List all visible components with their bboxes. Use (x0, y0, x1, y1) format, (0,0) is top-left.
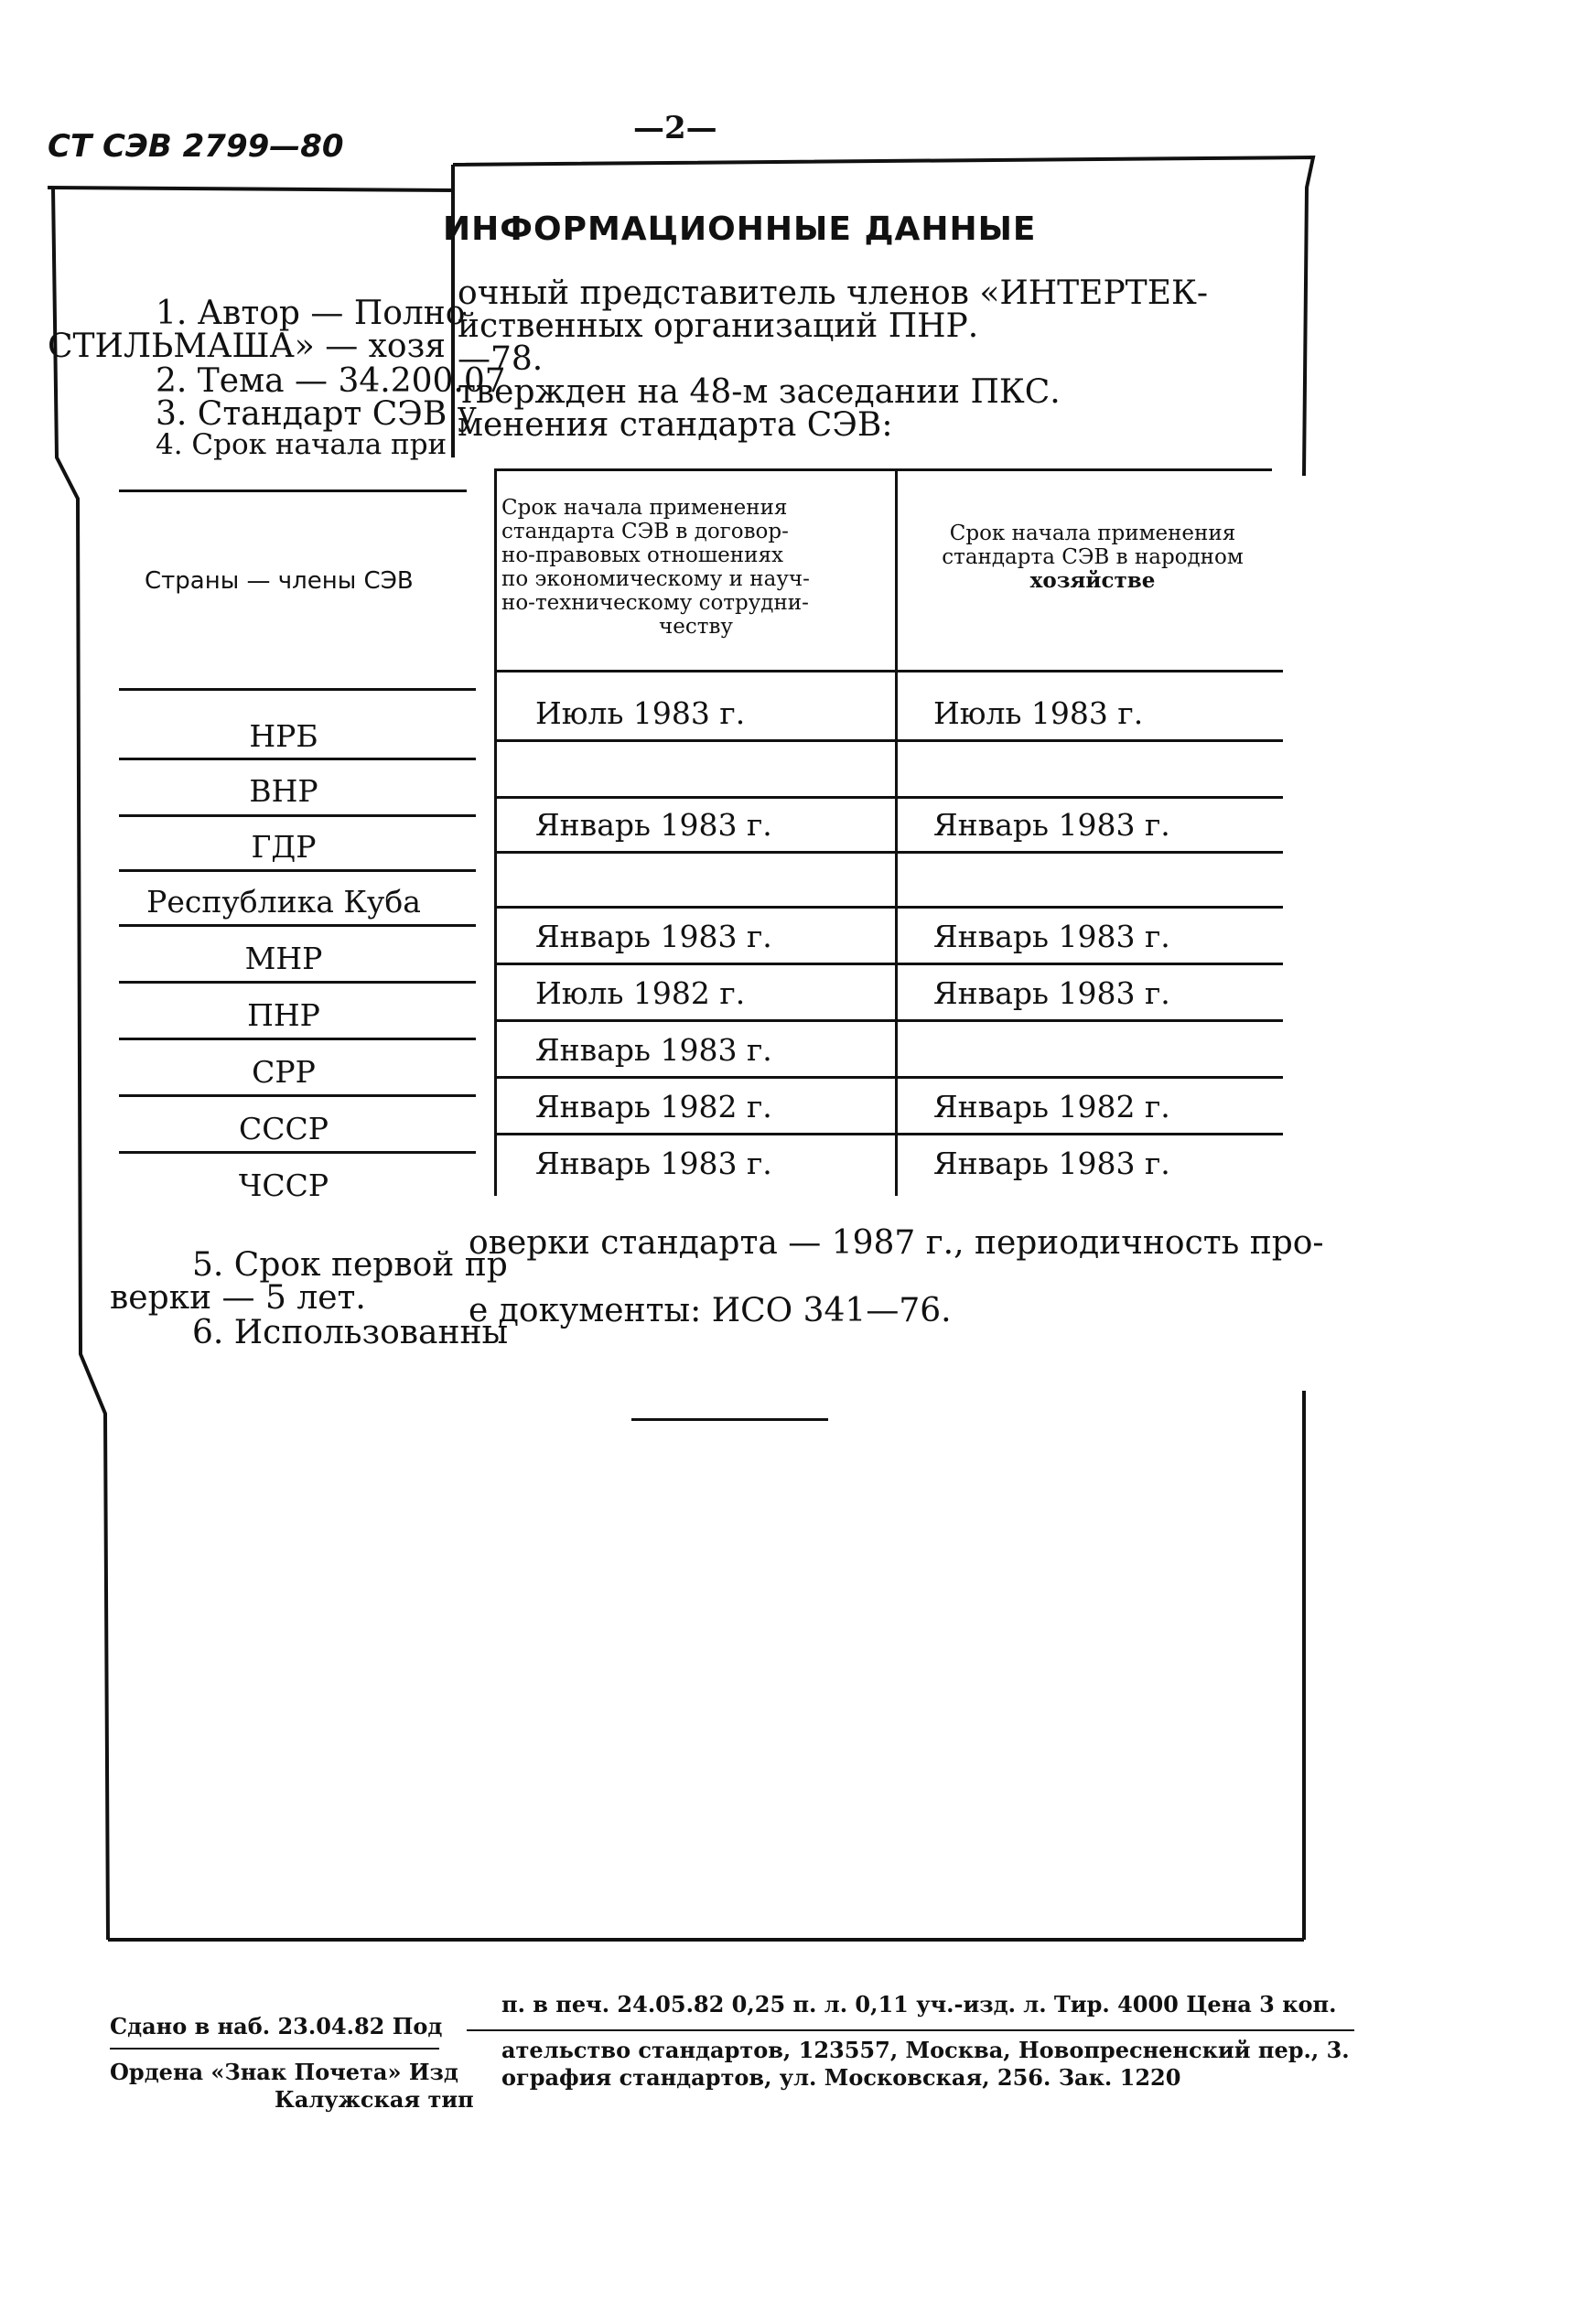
note-6-left: 6. Использованны (192, 1314, 509, 1351)
table-col-divider-1-body (494, 670, 497, 1196)
page-title: ИНФОРМАЦИОННЫЕ ДАННЫЕ (443, 210, 1037, 248)
imprint-line3-left: Калужская тип (275, 2086, 474, 2113)
country-cell: НРБ (249, 718, 318, 754)
col-header-economy-line: хозяйстве (1029, 568, 1156, 593)
item-1-line1-right: очный представитель членов «ИНТЕРТЕК- (458, 274, 1209, 312)
economy-date-cell: Июль 1983 г. (933, 695, 1144, 731)
row-rule-left (119, 814, 476, 817)
country-cell: СССР (239, 1111, 329, 1146)
note-5-line1-left: 5. Срок первой пр (192, 1246, 508, 1284)
country-cell: ПНР (247, 997, 320, 1033)
item-4-left: 4. Срок начала при (156, 428, 447, 461)
row-rule-right (494, 739, 1283, 742)
country-cell: Республика Куба (146, 884, 421, 920)
col-header-economy-line: стандарта СЭВ в народном (942, 545, 1244, 569)
table-col-divider-2-body (895, 670, 898, 1196)
page-number: —2— (633, 110, 717, 146)
col-header-contract-line: Срок начала применения (501, 496, 788, 520)
col-header-contract-line: по экономическому и науч- (501, 567, 810, 591)
item-2-left: 2. Тема — 34.200.07 (156, 362, 506, 400)
imprint-line1-right: п. в печ. 24.05.82 0,25 п. л. 0,11 уч.-изд. л. Тир. 4000 Цена 3 коп. (501, 1991, 1337, 2017)
col-header-economy-line: Срок начала применения (949, 522, 1236, 545)
item-1-line1-left: 1. Автор — Полно (156, 295, 466, 332)
note-6-right: е документы: ИСО 341—76. (469, 1292, 952, 1329)
table-col-divider-1-header (494, 468, 497, 670)
note-5-line2: верки — 5 лет. (110, 1279, 366, 1317)
economy-date-cell: Январь 1983 г. (933, 919, 1170, 954)
col-header-contract-line: честву (659, 615, 733, 639)
table-top-rule-left (119, 490, 467, 492)
contract-date-cell: Январь 1983 г. (535, 1146, 772, 1181)
header-bottom-rule-left (119, 688, 476, 691)
item-4-right: менения стандарта СЭВ: (458, 406, 893, 444)
row-rule-left (119, 869, 476, 872)
col-header-contract-line: стандарта СЭВ в договор- (501, 520, 789, 543)
contract-date-cell: Январь 1983 г. (535, 1032, 772, 1068)
row-rule-right (494, 851, 1283, 854)
row-rule-right (494, 906, 1283, 909)
economy-date-cell: Январь 1983 г. (933, 975, 1170, 1011)
imprint-line1-left: Сдано в наб. 23.04.82 Под (110, 2013, 443, 2039)
item-3-right: твержден на 48-м заседании ПКС. (458, 373, 1061, 411)
row-rule-right (494, 1019, 1283, 1022)
note-5-line1-right: оверки стандарта — 1987 г., периодичность про- (469, 1224, 1324, 1262)
col-header-contract-line: но-правовых отношениях (501, 543, 783, 567)
row-rule-left (119, 1151, 476, 1154)
item-1-line2-right: йственных организаций ПНР. (458, 307, 979, 345)
contract-date-cell: Январь 1983 г. (535, 807, 772, 843)
economy-date-cell: Январь 1982 г. (933, 1089, 1170, 1124)
table-col-divider-2-header (895, 468, 898, 670)
header-bottom-rule-right (494, 670, 1283, 672)
item-2-right: —78. (458, 340, 544, 378)
row-rule-left (119, 924, 476, 927)
country-cell: ВНР (249, 773, 318, 809)
standard-number: СТ СЭВ 2799—80 (48, 128, 344, 165)
row-rule-right (494, 796, 1283, 799)
imprint-rule-right (467, 2029, 1354, 2031)
contract-date-cell: Январь 1983 г. (535, 919, 772, 954)
imprint-line3-right: ография стандартов, ул. Московская, 256. Зак. 1220 (501, 2064, 1181, 2091)
row-rule-right (494, 1076, 1283, 1079)
country-cell: МНР (244, 941, 323, 976)
contract-date-cell: Январь 1982 г. (535, 1089, 772, 1124)
country-cell: ЧССР (238, 1167, 329, 1203)
contract-date-cell: Июль 1983 г. (535, 695, 746, 731)
row-rule-right (494, 963, 1283, 965)
contract-date-cell: Июль 1982 г. (535, 975, 746, 1011)
country-cell: ГДР (251, 829, 317, 865)
item-3-left: 3. Стандарт СЭВ у (156, 395, 477, 433)
row-rule-left (119, 1094, 476, 1097)
item-1-line2-left: СТИЛЬМАША» — хозя (48, 328, 446, 365)
country-cell: СРР (252, 1054, 316, 1090)
col-header-countries: Страны — члены СЭВ (145, 567, 414, 595)
section-end-rule (631, 1418, 828, 1421)
economy-date-cell: Январь 1983 г. (933, 1146, 1170, 1181)
imprint-line2-right: ательство стандартов, 123557, Москва, Новопресненский пер., 3. (501, 2037, 1350, 2063)
imprint-rule-left (110, 2048, 439, 2050)
table-top-rule-right (494, 468, 1272, 471)
col-header-contract-line: но-техническому сотрудни- (501, 591, 809, 615)
economy-date-cell: Январь 1983 г. (933, 807, 1170, 843)
imprint-line2-left: Ордена «Знак Почета» Изд (110, 2059, 458, 2085)
row-rule-right (494, 1133, 1283, 1135)
col-header-economy (900, 522, 1285, 593)
row-rule-left (119, 1038, 476, 1040)
row-rule-left (119, 758, 476, 760)
row-rule-left (119, 981, 476, 984)
col-header-contract (501, 496, 890, 639)
